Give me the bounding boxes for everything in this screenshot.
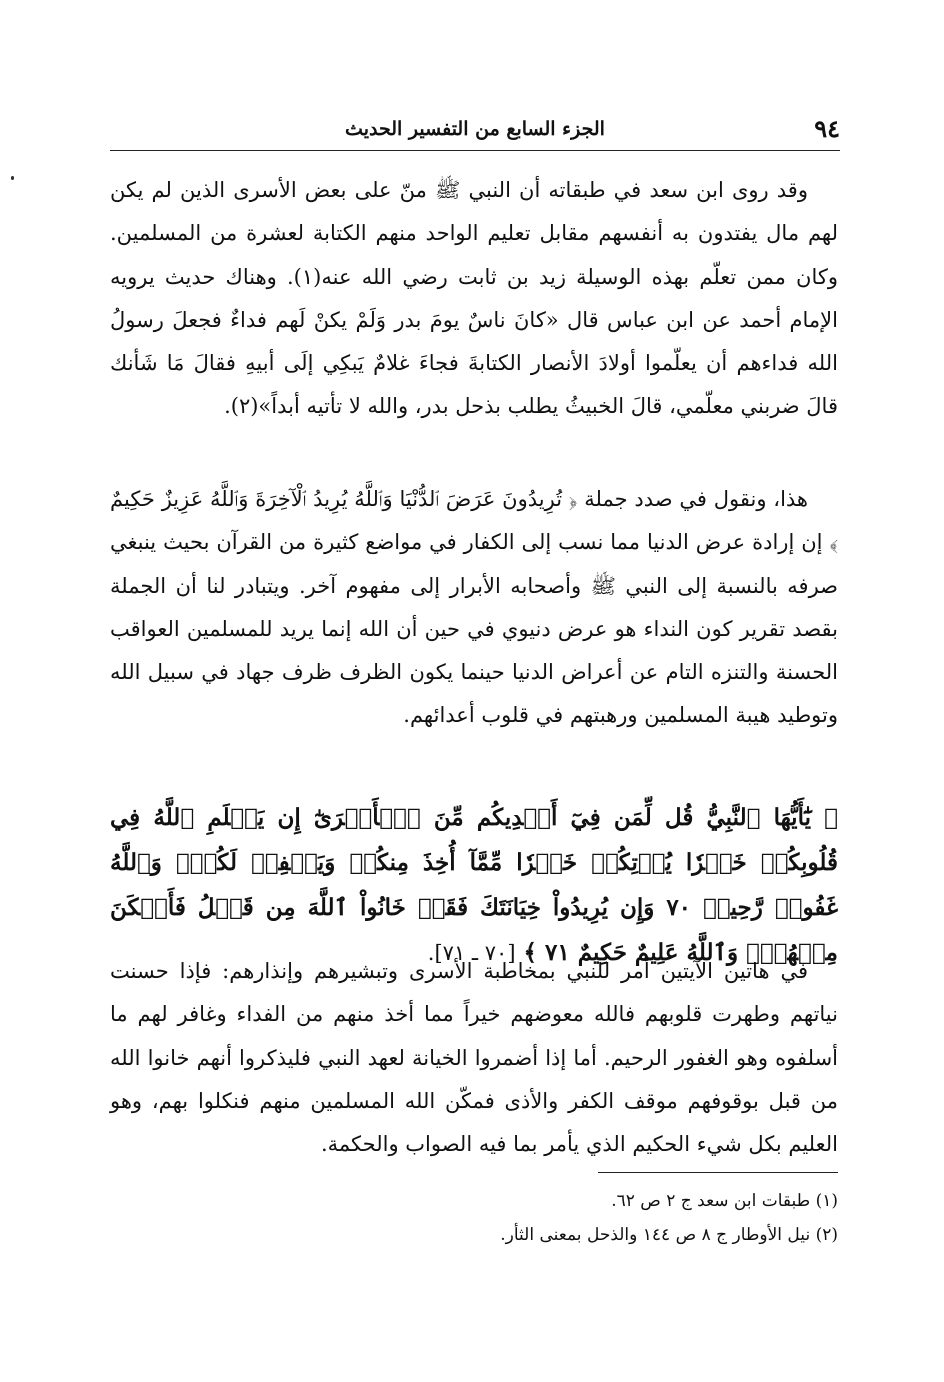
margin-mark (11, 176, 14, 180)
quran-verse-text: ﴿ يَٰٓأَيُّهَا ٱلنَّبِيُّ قُل لِّمَن فِيٓ أَيۡدِيكُم مِّنَ ٱلۡأَسۡرَىٰٓ إِن يَعۡلَمِ ٱللَّهُ فِي قُلُوبِكُمۡ خَيۡرٗا يُؤۡتِكُمۡ خَيۡرٗا مِّمَّآ أُخِذَ مِنكُمۡ وَيَغۡفِرۡ لَكُمۡۚ وَٱللَّهُ غَفُورٞ رَّحِيمٞ ٧٠ وَإِن يُرِيدُواْ خِيَانَتَكَ فَقَدۡ خَانُواْ ٱللَّهَ مِن قَبۡلُ فَأَمۡكَنَ مِنۡهُمۡۗ وَٱللَّهُ عَلِيمٌ حَكِيمٌ ٧١ ﴾ (110, 804, 838, 966)
page-number: ٩٤ (814, 114, 840, 143)
paragraph-1 (110, 169, 838, 429)
paragraph-2 (110, 478, 838, 738)
quran-verse-block (110, 795, 838, 976)
running-title: الجزء السابع من التفسير الحديث (345, 118, 605, 140)
footnote-2: (٢) نيل الأوطار ج ٨ ص ١٤٤ والذحل بمعنى الثأر. (500, 1225, 838, 1245)
paragraph-3-text: في هاتين الآيتين أمر للنبي بمخاطبة الأسرى وتبشيرهم وإنذارهم: فإذا حسنت نياتهم وطهرت قلوبهم فالله معوضهم خيراً مما أخذ منهم من الفداء وغافر لهم ما أسلفوه وهو الغفور الرحيم. أما إذا أضمروا الخيانة لعهد النبي فليذكروا أنهم خانوا الله من قبل بوقوفهم موقف الكفر والأذى فمكّن الله المسلمين منهم فنكلوا بهم، وهو العليم بكل شيء الحكيم الذي يأمر بما فيه الصواب والحكمة. (110, 959, 839, 1157)
verse-reference: [٧٠ ـ ٧١]. (427, 941, 516, 965)
paragraph-3 (110, 950, 838, 1166)
page-header (110, 108, 840, 151)
footnotes (110, 1184, 838, 1252)
footnote-divider (598, 1172, 838, 1173)
footnote-1: (١) طبقات ابن سعد ج ٢ ص ٦٢. (611, 1191, 838, 1211)
paragraph-2-text: هذا، ونقول في صدد جملة ﴿ تُرِيدُونَ عَرَضَ ٱلدُّنْيَا وَٱللَّهُ يُرِيدُ ٱلْآخِرَةَ وَٱللَّهُ عَزِيزٌ حَكِيمٌ ﴾ إن إرادة عرض الدنيا مما نسب إلى الكفار في مواضع كثيرة من القرآن بحيث ينبغي صرفه بالنسبة إلى النبي ﷺ وأصحابه الأبرار إلى مفهوم آخر. ويتبادر لنا أن الجملة بقصد تقرير كون النداء هو عرض دنيوي في حين أن الله إنما يريد للمسلمين العواقب الحسنة والتنزه التام عن أعراض الدنيا حينما يكون الظرف ظرف جهاد في سبيل الله وتوطيد هيبة المسلمين ورهبتهم في قلوب أعدائهم. (110, 487, 838, 728)
paragraph-1-text: وقد روى ابن سعد في طبقاته أن النبي ﷺ منّ على بعض الأسرى الذين لم يكن لهم مال يفتدون به أنفسهم مقابل تعليم الواحد منهم الكتابة لعشرة من المسلمين. وكان ممن تعلّم بهذه الوسيلة زيد بن ثابت رضي الله عنه(١). وهناك حديث يرويه الإمام أحمد عن ابن عباس قال «كانَ ناسٌ يومَ بدر وَلَمْ يكنْ لَهم فداءٌ فجعلَ رسولُ الله فداءهم أن يعلّموا أولادَ الأنصار الكتابةَ فجاءَ غلامٌ يَبكِي إلَى أبيهِ فقالَ مَا شَأنك قالَ ضربني معلّمي، قالَ الخبيثُ يطلب بذحل بدر، والله لا تأتيه أبداً»(٢). (110, 178, 838, 419)
